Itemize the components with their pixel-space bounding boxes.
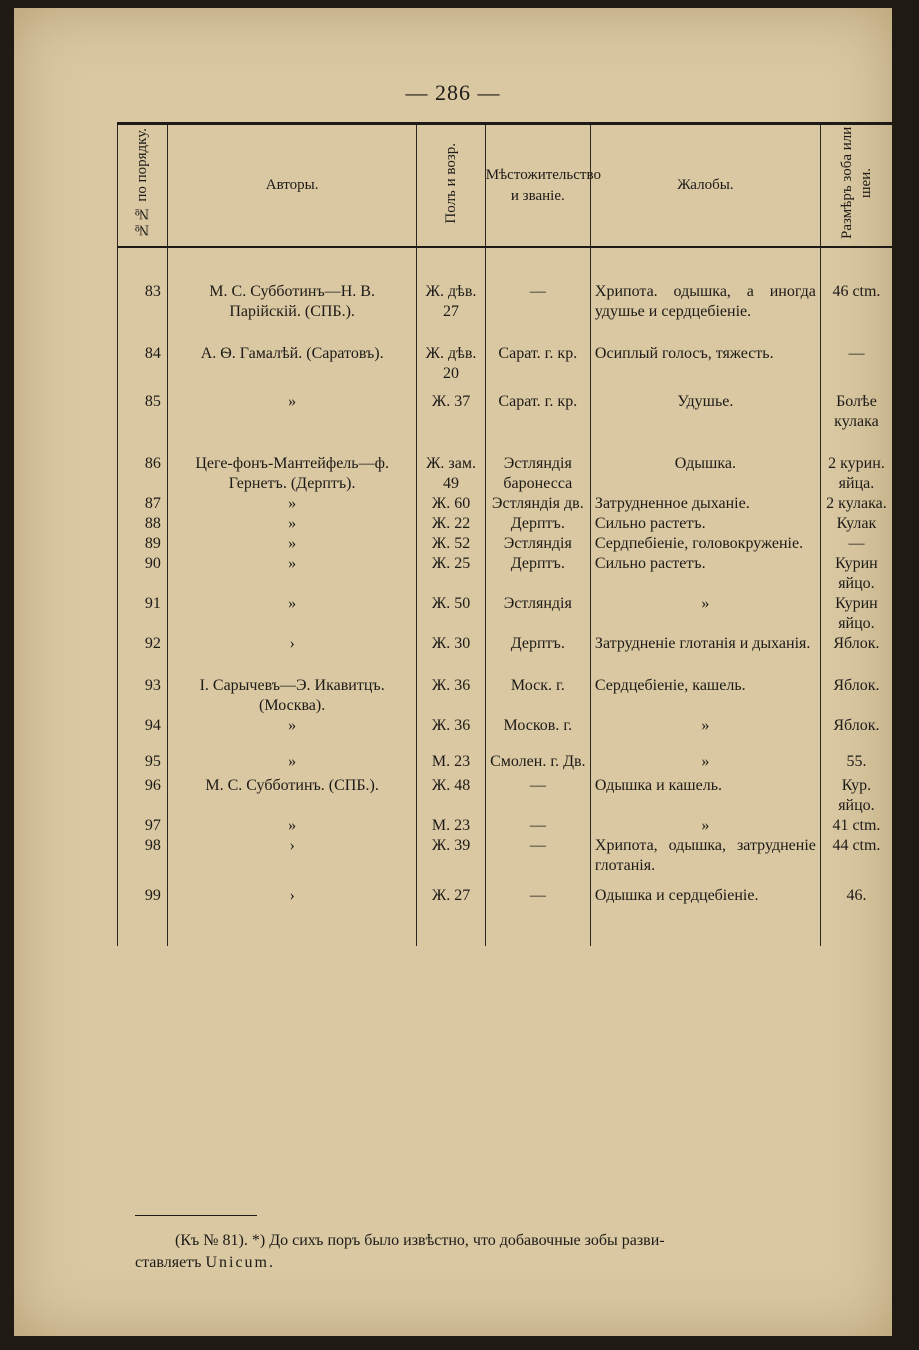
- spacer-cell: [590, 247, 820, 282]
- row-number: 84: [118, 344, 168, 384]
- spacer-row: [118, 876, 893, 886]
- row-number: 91: [118, 594, 168, 634]
- table-row: [118, 454, 893, 494]
- spacer-cell: [167, 876, 416, 886]
- table-row: [118, 554, 893, 594]
- residence-cell: Моск. г.: [485, 676, 590, 716]
- table-row: [118, 514, 893, 534]
- residence-cell: Сарат. г. кр.: [485, 392, 590, 432]
- spacer-row: [118, 736, 893, 752]
- spacer-cell: [417, 876, 485, 886]
- spacer-cell: [820, 654, 892, 676]
- spacer-cell: [820, 247, 892, 282]
- author-cell: М. С. Субботинъ. (СПБ.).: [167, 776, 416, 816]
- size-cell: 2 кулака.: [826, 495, 887, 512]
- spacer-cell: [118, 906, 168, 946]
- sex-age-cell: М. 23: [417, 752, 485, 772]
- author-cell: »: [167, 752, 416, 772]
- row-number: 97: [118, 816, 168, 836]
- row-number: 90: [118, 554, 168, 594]
- row-number: 83: [118, 282, 168, 322]
- spacer-cell: [118, 384, 168, 392]
- row-number: 85: [118, 392, 168, 432]
- footnote-unicum: Unicum.: [205, 1254, 275, 1271]
- spacer-cell: [485, 247, 590, 282]
- sex-age-cell: Ж. дѣв. 20: [417, 344, 485, 384]
- table-row: [118, 534, 893, 554]
- sex-age-cell: Ж. 48: [417, 776, 485, 816]
- spacer-row: [118, 432, 893, 454]
- author-cell: »: [167, 554, 416, 594]
- size-cell: —: [848, 535, 865, 552]
- spacer-cell: [167, 432, 416, 454]
- spacer-row: [118, 384, 893, 392]
- table-row: [118, 716, 893, 736]
- spacer-row: [118, 247, 893, 282]
- residence-cell: —: [485, 836, 590, 876]
- residence-cell: Сарат. г. кр.: [485, 344, 590, 384]
- complaints-cell: Одышка и кашель.: [590, 776, 820, 816]
- spacer-cell: [417, 654, 485, 676]
- table-row: [118, 752, 893, 772]
- spacer-cell: [118, 247, 168, 282]
- spacer-cell: [167, 247, 416, 282]
- sex-age-cell: Ж. 30: [417, 634, 485, 654]
- header-residence: Мѣстожительство и званіе.: [485, 124, 590, 248]
- spacer-cell: [118, 736, 168, 752]
- spacer-row: [118, 654, 893, 676]
- page-number: — 286 —: [405, 80, 501, 105]
- footnote-rule: [135, 1215, 257, 1216]
- size-cell: 46 ctm.: [832, 283, 881, 300]
- author-cell: ›: [167, 836, 416, 876]
- spacer-cell: [485, 654, 590, 676]
- header-size: Размѣръ зоба или шеи.: [820, 124, 892, 248]
- footnote-line-2-text: ставляетъ: [135, 1254, 202, 1271]
- spacer-cell: [167, 654, 416, 676]
- sex-age-cell: Ж. 50: [417, 594, 485, 634]
- spacer-cell: [820, 736, 892, 752]
- author-cell: »: [167, 494, 416, 514]
- complaints-cell: Затрудненіе глотанія и дыханія.: [590, 634, 820, 654]
- footnote: [135, 1230, 835, 1274]
- complaints-cell: »: [590, 816, 820, 836]
- spacer-cell: [485, 322, 590, 344]
- row-number: 89: [118, 534, 168, 554]
- spacer-cell: [820, 432, 892, 454]
- table-row: [118, 776, 893, 816]
- row-number: 86: [118, 454, 168, 494]
- spacer-cell: [590, 906, 820, 946]
- spacer-cell: [417, 906, 485, 946]
- size-cell: Кур. яйцо.: [838, 777, 875, 814]
- header-authors: Авторы.: [167, 124, 416, 248]
- complaints-cell: Сердцебіеніе, кашель.: [590, 676, 820, 716]
- sex-age-cell: Ж. дѣв. 27: [417, 282, 485, 322]
- spacer-cell: [820, 876, 892, 886]
- residence-cell: Эстляндія баронесса: [485, 454, 590, 494]
- spacer-row: [118, 322, 893, 344]
- author-cell: »: [167, 716, 416, 736]
- complaints-cell: Одышка.: [590, 454, 820, 494]
- author-cell: ›: [167, 886, 416, 906]
- spacer-cell: [118, 432, 168, 454]
- spacer-cell: [485, 432, 590, 454]
- size-cell: 44 ctm.: [832, 837, 881, 854]
- spacer-cell: [167, 736, 416, 752]
- author-cell: А. Ѳ. Гамалѣй. (Саратовъ).: [167, 344, 416, 384]
- author-cell: I. Сарычевъ—Э. Икавитцъ. (Москва).: [167, 676, 416, 716]
- spacer-cell: [485, 906, 590, 946]
- sex-age-cell: Ж. 39: [417, 836, 485, 876]
- spacer-cell: [590, 322, 820, 344]
- table-row: [118, 816, 893, 836]
- author-cell: »: [167, 816, 416, 836]
- complaints-cell: »: [590, 594, 820, 634]
- sex-age-cell: Ж. 60: [417, 494, 485, 514]
- size-cell: Кулак: [836, 515, 877, 532]
- size-cell: —: [848, 345, 865, 362]
- residence-cell: Эстляндія дв.: [485, 494, 590, 514]
- spacer-cell: [118, 876, 168, 886]
- spacer-cell: [118, 654, 168, 676]
- complaints-cell: »: [590, 752, 820, 772]
- size-cell: Яблок.: [833, 635, 880, 652]
- row-number: 88: [118, 514, 168, 534]
- residence-cell: Эстляндія: [485, 594, 590, 634]
- header-complaints: Жалобы.: [590, 124, 820, 248]
- complaints-cell: Осиплый голосъ, тяжесть.: [590, 344, 820, 384]
- spacer-cell: [485, 736, 590, 752]
- header-num: №№ по порядку.: [118, 124, 168, 248]
- spacer-cell: [590, 736, 820, 752]
- spacer-cell: [590, 432, 820, 454]
- spacer-cell: [590, 384, 820, 392]
- spacer-cell: [417, 432, 485, 454]
- author-cell: »: [167, 514, 416, 534]
- size-cell: 55.: [846, 753, 867, 770]
- residence-cell: Эстляндія: [485, 534, 590, 554]
- sex-age-cell: Ж. 22: [417, 514, 485, 534]
- spacer-cell: [167, 384, 416, 392]
- size-cell: Болѣе кулака: [834, 393, 879, 430]
- spacer-cell: [590, 654, 820, 676]
- table-row: [118, 634, 893, 654]
- row-number: 87: [118, 494, 168, 514]
- table-row: [118, 282, 893, 322]
- residence-cell: —: [485, 776, 590, 816]
- footnote-line-2: [135, 1252, 835, 1274]
- header-sex-age: Полъ и возр.: [417, 124, 485, 248]
- table-row: [118, 886, 893, 906]
- spacer-cell: [417, 384, 485, 392]
- size-cell: Курин яйцо.: [835, 595, 878, 632]
- residence-cell: —: [485, 816, 590, 836]
- complaints-cell: »: [590, 716, 820, 736]
- sex-age-cell: Ж. зам. 49: [417, 454, 485, 494]
- size-cell: 2 курин. яйца.: [828, 455, 885, 492]
- author-cell: »: [167, 594, 416, 634]
- footnote-line-1: (Къ № 81). *) До сихъ поръ было извѣстно, что добавочные зобы разви-: [175, 1232, 665, 1249]
- row-number: 95: [118, 752, 168, 772]
- size-cell: 41 ctm.: [832, 817, 881, 834]
- complaints-cell: Сердпебіеніе, головокруженіе.: [590, 534, 820, 554]
- row-number: 98: [118, 836, 168, 876]
- size-cell: Курин яйцо.: [835, 555, 878, 592]
- sex-age-cell: Ж. 52: [417, 534, 485, 554]
- complaints-cell: Затрудненное дыханіе.: [590, 494, 820, 514]
- complaints-cell: Удушье.: [590, 392, 820, 432]
- table-row: [118, 594, 893, 634]
- row-number: 96: [118, 776, 168, 816]
- residence-cell: Москов. г.: [485, 716, 590, 736]
- sex-age-cell: Ж. 25: [417, 554, 485, 594]
- row-number: 99: [118, 886, 168, 906]
- header-row: [118, 124, 893, 248]
- author-cell: М. С. Субботинъ—Н. В. Парійскій. (СПБ.).: [167, 282, 416, 322]
- residence-cell: Смолен. г. Дв.: [485, 752, 590, 772]
- table-row: [118, 494, 893, 514]
- sex-age-cell: М. 23: [417, 816, 485, 836]
- sex-age-cell: Ж. 27: [417, 886, 485, 906]
- spacer-cell: [485, 384, 590, 392]
- residence-cell: —: [485, 282, 590, 322]
- data-table: [117, 122, 892, 946]
- complaints-cell: Хрипота, одышка, затрудненіе глотанія.: [590, 836, 820, 876]
- table-row: [118, 676, 893, 716]
- complaints-cell: Сильно растетъ.: [590, 514, 820, 534]
- residence-cell: Дерптъ.: [485, 634, 590, 654]
- complaints-cell: Сильно растетъ.: [590, 554, 820, 594]
- table-row: [118, 836, 893, 876]
- spacer-cell: [417, 322, 485, 344]
- spacer-cell: [417, 736, 485, 752]
- row-number: 92: [118, 634, 168, 654]
- sex-age-cell: Ж. 36: [417, 716, 485, 736]
- author-cell: ›: [167, 634, 416, 654]
- spacer-cell: [590, 876, 820, 886]
- spacer-cell: [417, 247, 485, 282]
- spacer-cell: [118, 322, 168, 344]
- sex-age-cell: Ж. 36: [417, 676, 485, 716]
- spacer-cell: [820, 384, 892, 392]
- complaints-cell: Хрипота. одышка, а иногда удушье и сердцебіеніе.: [590, 282, 820, 322]
- spacer-cell: [820, 906, 892, 946]
- complaints-cell: Одышка и сердцебіеніе.: [590, 886, 820, 906]
- size-cell: Яблок.: [833, 717, 880, 734]
- residence-cell: —: [485, 886, 590, 906]
- table-row: [118, 392, 893, 432]
- spacer-cell: [820, 322, 892, 344]
- sex-age-cell: Ж. 37: [417, 392, 485, 432]
- spacer-row: [118, 906, 893, 946]
- book-page: [14, 8, 892, 1336]
- row-number: 94: [118, 716, 168, 736]
- size-cell: 46.: [846, 887, 867, 904]
- size-cell: Яблок.: [833, 677, 880, 694]
- spacer-cell: [485, 876, 590, 886]
- residence-cell: Дерптъ.: [485, 514, 590, 534]
- author-cell: »: [167, 392, 416, 432]
- author-cell: »: [167, 534, 416, 554]
- author-cell: Цеге-фонъ-Мантейфель—ф. Гернетъ. (Дерптъ).: [167, 454, 416, 494]
- table-row: [118, 344, 893, 384]
- row-number: 93: [118, 676, 168, 716]
- spacer-cell: [167, 906, 416, 946]
- residence-cell: Дерптъ.: [485, 554, 590, 594]
- spacer-cell: [167, 322, 416, 344]
